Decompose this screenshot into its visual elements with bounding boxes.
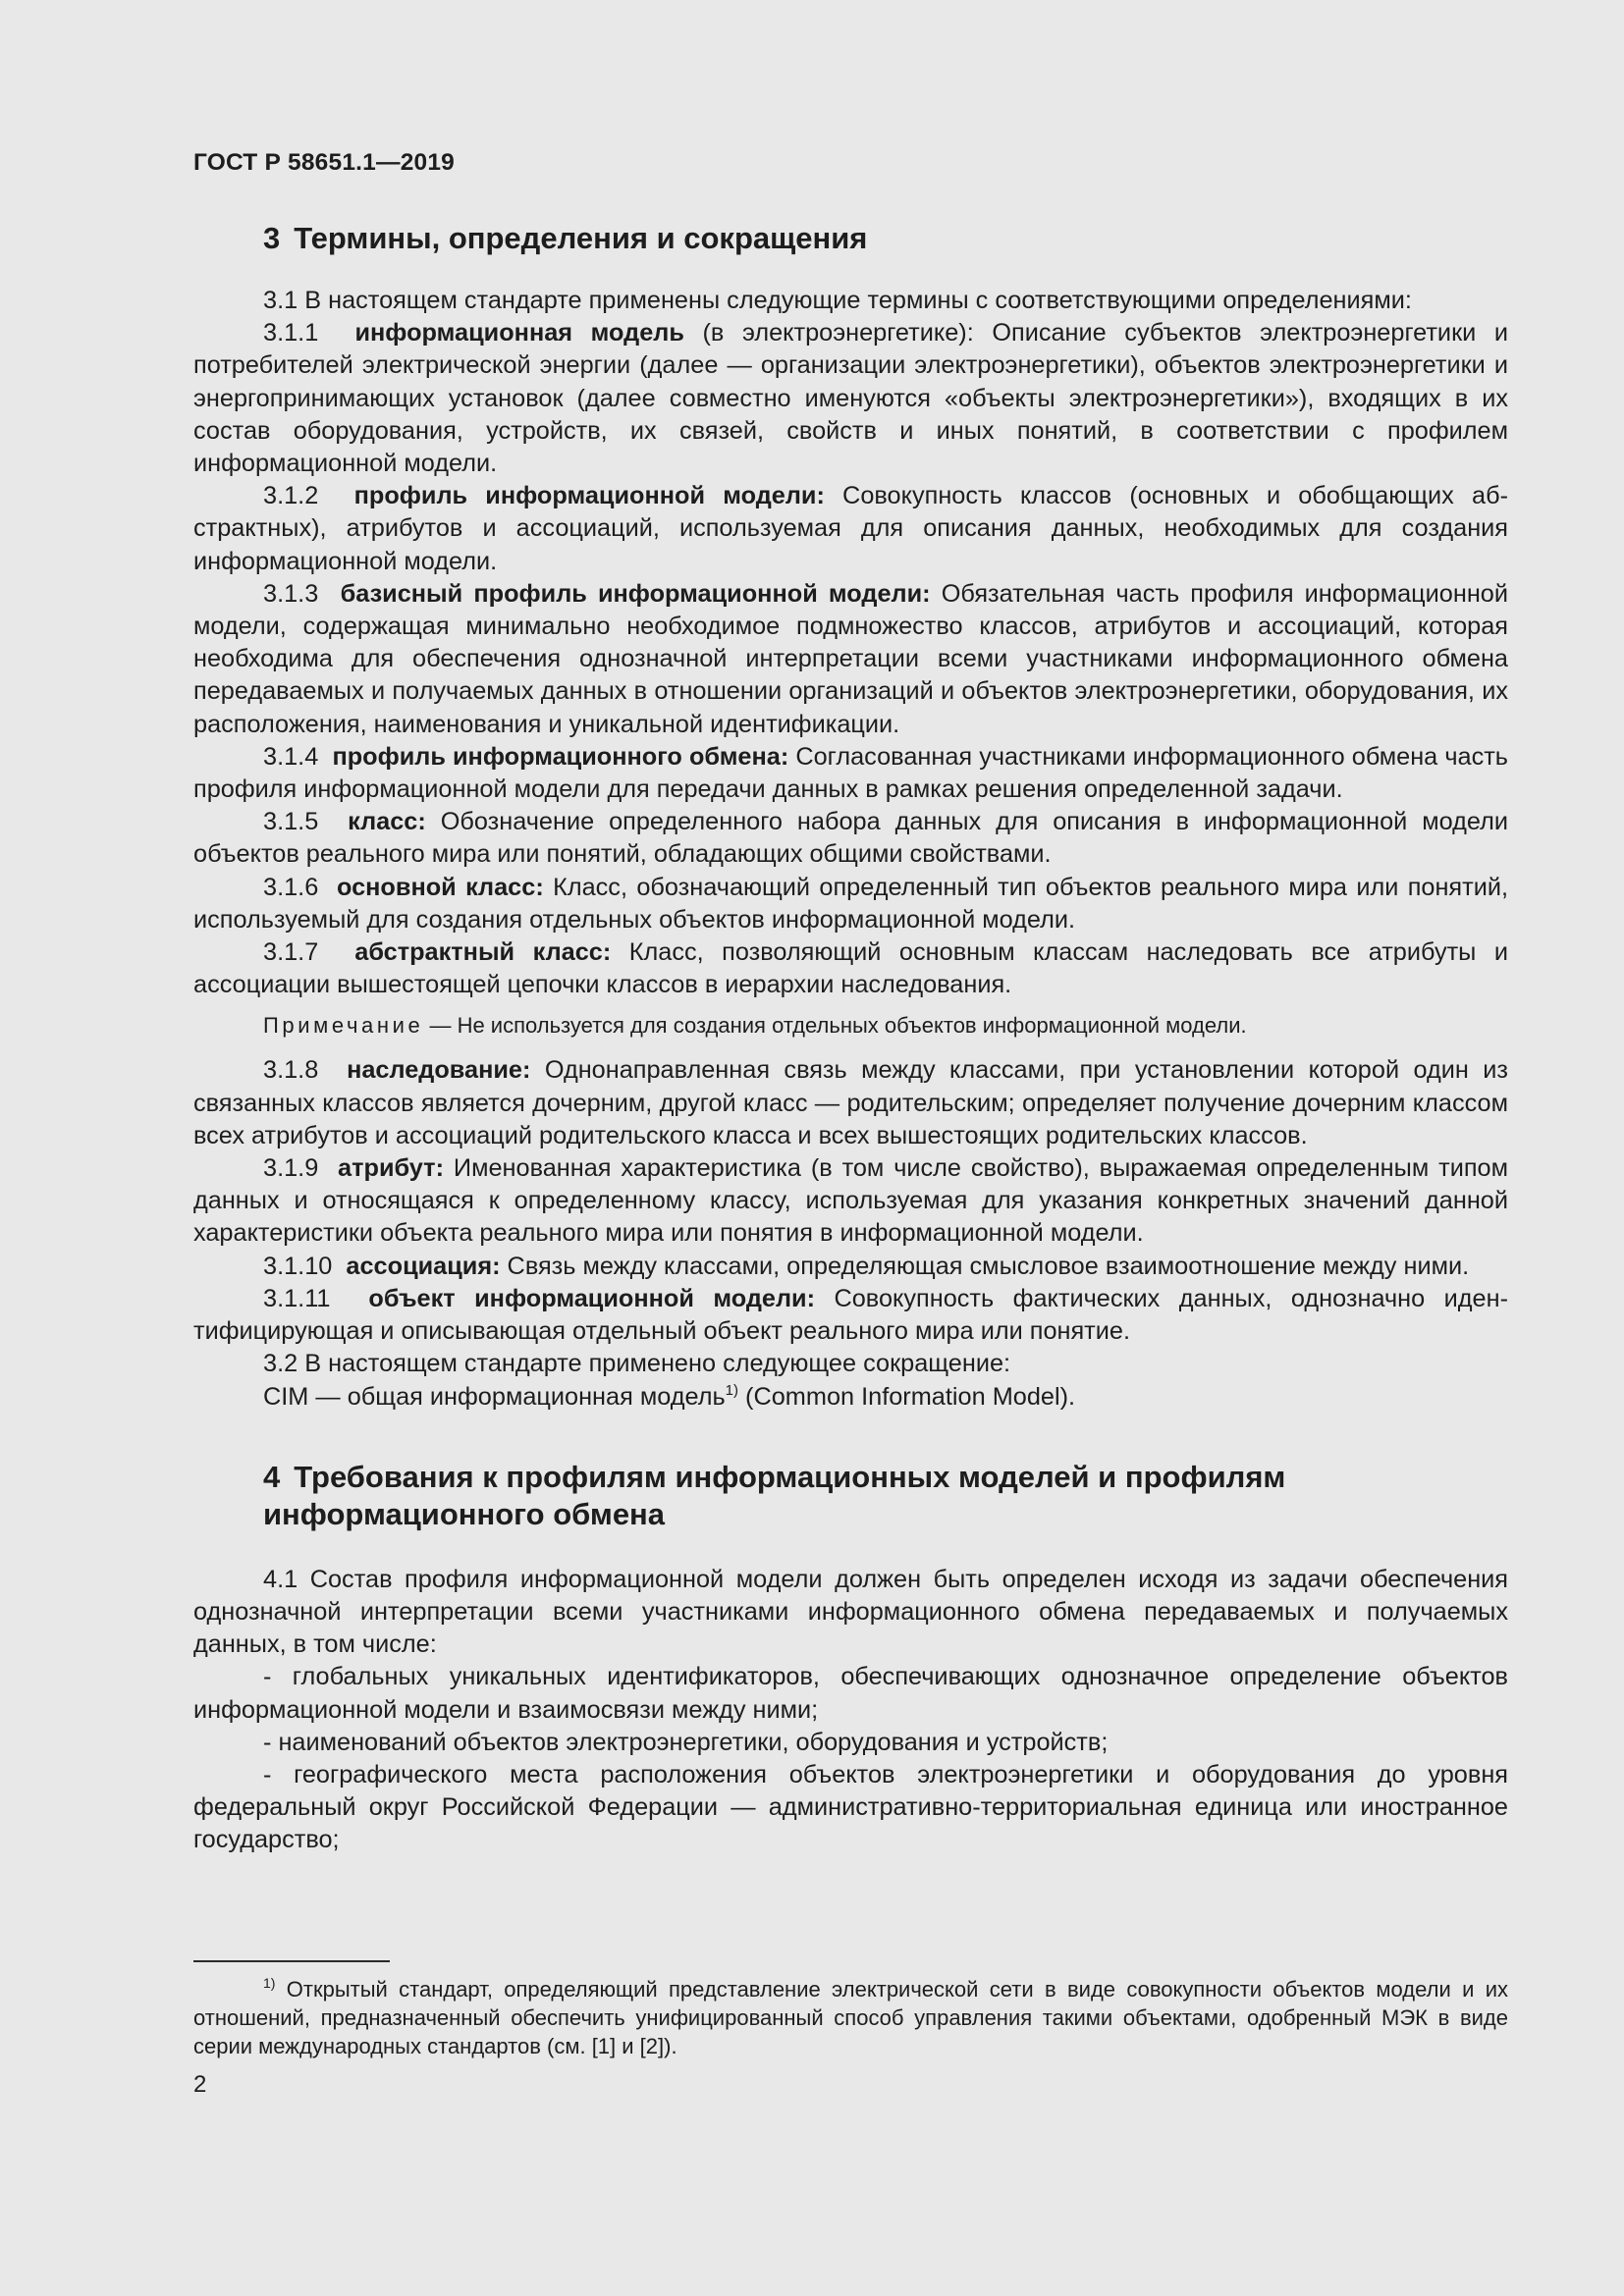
list-item: - глобальных уникальных идентификаторов, обеспечивающих однозначное определение объектов информационной модели и взаимосвязи между ними; [193,1663,1508,1724]
footnote: $^{1)}$ Открытый стандарт, определяющий представление электрической сети в виде совокупности объектов модели и их отношений, предназначенный обеспечить унифицированный способ управления такими объектами, одобренный МЭК в виде серии международных стандартов (см. [1] и [2]). [193,1975,1508,2058]
term-3-1-3: 3.1.3 базисный профиль информационной модели: Обязательная часть профиля информационной модели, содержащая минимально необходимое подмножество классов, атрибутов и ассоциаций, которая необходима для обеспечения однозначной интерпретации всеми участниками информационного обмена передаваемых и получаемых данных в отношении организаций и объектов электроэнергетики, оборудования, их расположения, наименования и уникальной идентификации. [193,579,1509,738]
term-3-1-7: 3.1.7 абстрактный класс: Класс, позволяющий основным классам наследовать все атрибуты и ассоциации вышестоящей цепочки классов в иерархии наследования. [193,938,1508,999]
term-3-1-6: 3.1.6 основной класс: Класс, обозначающий определенный тип объектов реального мира или понятий, используемый для создания отдельных объектов информационной модели. [193,873,1509,934]
term-3-1-4: 3.1.4 профиль информационного обмена: Согласованная участниками информационного обмена часть профиля информационной модели для передачи данных в рамках решения определенной задачи. [193,742,1508,804]
term-3-1-2: 3.1.2 профиль информационной модели: Совокупность классов (основных и обобщающих абстрактных), атрибутов и ассоциаций, используемая для описания данных, необходимых для создания информационной модели. [193,482,1508,575]
section-4-1: 4.1 Состав профиля информационной модели должен быть определен исходя из задачи обеспечения однозначной интерпретации всеми участниками информационного обмена передаваемых и получаемых данных, в том числе: [193,1565,1508,1659]
footnote-divider [193,1960,390,1962]
term-3-1-9: 3.1.9 атрибут: Именованная характеристика (в том числе свойство), выражаемая определенным типом данных и относящаяся к определенному классу, используемая для указания конкретных значений данной характеристики объекта реального мира или понятия в информационной модели. [193,1154,1508,1248]
list-item: - географического места расположения объектов электроэнергетики и оборудования до уровня федеральный округ Российской Федерации — административно-территориальная единица или иностранное государство; [193,1760,1508,1854]
term-3-1-1: 3.1.1 информационная модель (в электроэнергетике): Описание субъектов электроэнергетики и потребителей электрической энергии (далее — организации электроэнергетики), объектов электроэнергетики и энергопринимающих установок (далее совместно именуются «объекты электроэнергетики»), входящих в их состав оборудования, устройств, их связей, свойств и иных понятий, в соответствии с профилем информационной модели. [193,319,1508,478]
list-item: - наименований объектов электроэнергетики, оборудования и устройств; [263,1728,1109,1756]
footnote-ref[interactable]: 1) [725,1381,739,1399]
abbreviation-cim: CIM — общая информационная модель$^{1)}$ (Common Information Model). [263,1381,1076,1411]
term-3-1-5: 3.1.5 класс: Обозначение определенного набора данных для описания в информационной модели объектов реального мира или понятий, обладающих общими свойствами. [193,808,1508,869]
term-3-1-11: 3.1.11 объект информационной модели: Совокупность фактических данных, однозначно идентифицирующая и описывающая отдельный объект реального мира или понятие. [193,1284,1508,1346]
section-3-1-intro: 3.1 В настоящем стандарте применены следующие термины с соответствующими определениями: [263,287,1412,314]
page-number: 2 [193,2071,207,2098]
note-label: Примечание [263,1013,424,1039]
footnote-mark: 1) [263,1975,276,1991]
note: Примечание — Не используется для создания отдельных объектов информационной модели. [263,1013,1247,1039]
document-header: ГОСТ Р 58651.1—2019 [193,149,455,176]
section-3-heading: 3 Термины, определения и сокращения [263,221,868,255]
page-content [193,220,1508,1857]
section-3-2-intro: 3.2 В настоящем стандарте применено следующее сокращение: [263,1350,1011,1378]
term-3-1-8: 3.1.8 наследование: Однонаправленная связь между классами, при установлении которой один из связанных классов является дочерним, другой класс — родительским; определяет получение дочерним классом всех атрибутов и ассоциаций родительского класса и всех вышестоящих родительских классов. [193,1056,1508,1149]
term-3-1-10: 3.1.10 ассоциация: Связь между классами, определяющая смысловое взаимоотношение между ними. [263,1252,1470,1280]
section-4-heading: 4 Требования к профилям информационных моделей и профилям информационного обмена [263,1459,1286,1531]
